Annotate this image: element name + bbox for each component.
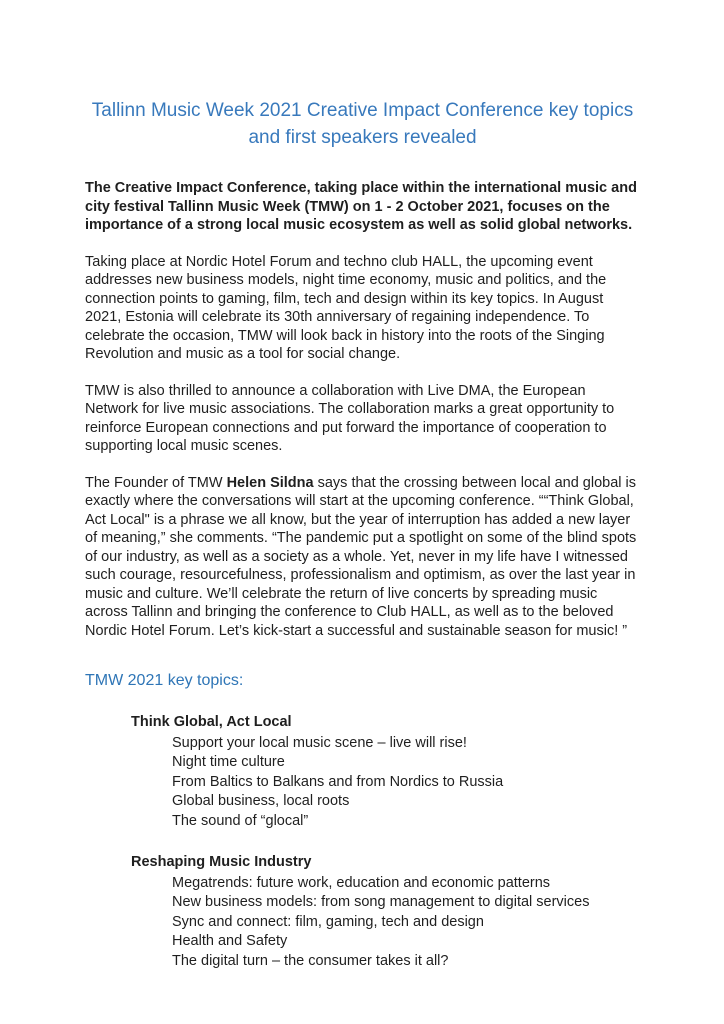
topic-title: Think Global, Act Local xyxy=(131,714,292,730)
founder-paragraph-pre: The Founder of TMW xyxy=(85,474,227,491)
topic-reshaping-music xyxy=(85,853,640,971)
key-topics-heading: TMW 2021 key topics: xyxy=(85,672,244,689)
topic-title: Reshaping Music Industry xyxy=(131,854,312,870)
founder-paragraph-post: says that the crossing between local and global is exactly where the conversations will start at the upcoming conference. ““Think Global, Act Local" is a phrase we all know, but the year of interruption has added a new layer of meaning,” she comments. “The pandemic put a spotlight on some of the blind spots of our industry, as well as a society as a whole. Yet, never in my life have I witnessed such courage, resourcefulness, professionalism and optimism, as over the last year in music and culture. We’ll celebrate the return of live concerts by spreading music across Tallinn and bringing the conference to Club HALL, as well as to the beloved Nordic Hotel Forum. Let’s kick-start a successful and sustainable season for music! ” xyxy=(85,474,637,639)
list-item: New business models: from song management to digital services xyxy=(172,894,590,910)
list-item: The sound of “glocal” xyxy=(172,812,309,829)
list-item: From Baltics to Balkans and from Nordics to Russia xyxy=(172,773,504,790)
topic-think-global xyxy=(85,713,640,831)
venue-paragraph: Taking place at Nordic Hotel Forum and techno club HALL, the upcoming event addresses new business models, night time economy, music and politics, and the connection points to gaming, film, tech and design within its key topics. In August 2021, Estonia will celebrate its 30th anniversary of regaining independence. To celebrate the occasion, TMW will look back in history into the roots of the Singing Revolution and music as a tool for social change. xyxy=(85,253,607,362)
list-item: The digital turn – the consumer takes it all? xyxy=(172,952,449,969)
founder-quote-paragraph xyxy=(85,474,640,641)
list-item: Sync and connect: film, gaming, tech and design xyxy=(172,913,484,930)
list-item: Night time culture xyxy=(172,754,285,770)
page-title: Tallinn Music Week 2021 Creative Impact Conference key topics and first speakers revealed xyxy=(91,100,634,148)
list-item: Megatrends: future work, education and economic patterns xyxy=(172,874,551,891)
live-dma-paragraph: TMW is also thrilled to announce a collaboration with Live DMA, the European Network for live music associations. The collaboration marks a great opportunity to reinforce European connections and put forward the importance of cooperation to supporting local music scenes. xyxy=(85,382,615,454)
list-item: Support your local music scene – live will rise! xyxy=(172,734,467,751)
intro-paragraph: The Creative Impact Conference, taking place within the international music and city festival Tallinn Music Week (TMW) on 1 - 2 October 2021, focuses on the importance of a strong local music ecosystem as well as solid global networks. xyxy=(85,180,637,233)
list-item: Health and Safety xyxy=(172,933,288,949)
founder-name: Helen Sildna xyxy=(226,474,314,491)
list-item: Global business, local roots xyxy=(172,793,350,809)
